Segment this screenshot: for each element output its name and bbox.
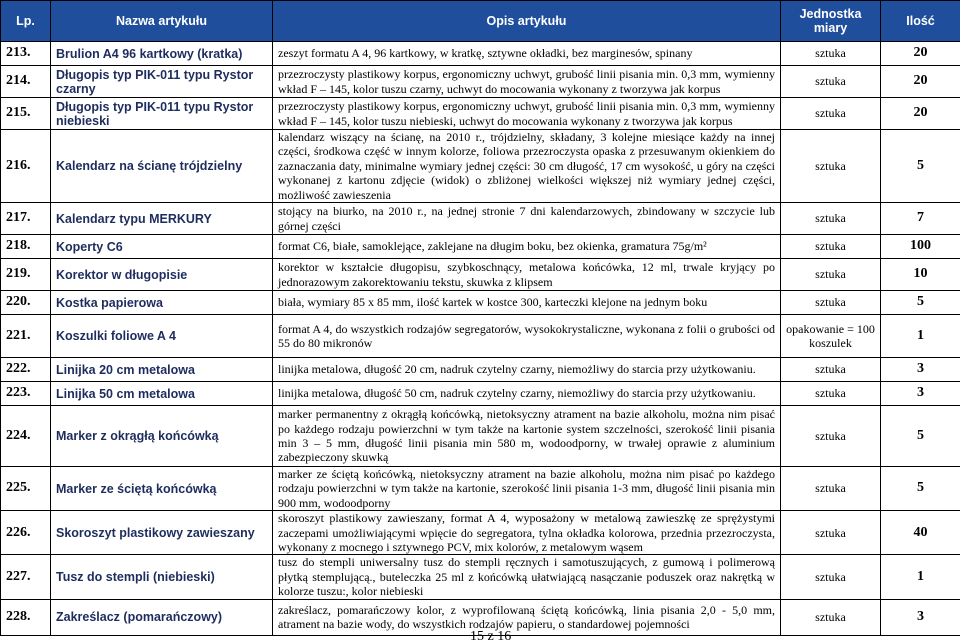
row-lp: 223. — [1, 382, 51, 406]
row-description: tusz do stempli uniwersalny tusz do stempli ręcznych i samotuszujących, z gumową i polimerową płytką stemplującą., buteleczka 25 ml z końcówką ułatwiającą nasączanie poduszek oraz nakrętką w kolorze tuszu:, kolor niebieski — [273, 555, 781, 599]
row-name: Kalendarz typu MERKURY — [51, 203, 273, 235]
row-quantity: 3 — [881, 382, 960, 406]
table-row — [1, 555, 960, 599]
row-lp: 219. — [1, 259, 51, 291]
row-quantity: 7 — [881, 203, 960, 235]
row-unit: sztuka — [781, 203, 881, 235]
table-row — [1, 235, 960, 259]
row-name: Marker z okrągłą końcówką — [51, 406, 273, 467]
row-quantity: 3 — [881, 599, 960, 635]
row-unit: sztuka — [781, 291, 881, 315]
table-row — [1, 382, 960, 406]
row-unit: sztuka — [781, 555, 881, 599]
row-unit: sztuka — [781, 599, 881, 635]
row-unit: sztuka — [781, 382, 881, 406]
row-unit: sztuka — [781, 467, 881, 511]
row-name: Marker ze ściętą końcówką — [51, 467, 273, 511]
row-quantity: 1 — [881, 315, 960, 358]
row-unit: sztuka — [781, 98, 881, 130]
row-lp: 214. — [1, 66, 51, 98]
row-name: Kalendarz na ścianę trójdzielny — [51, 130, 273, 203]
row-description: format A 4, do wszystkich rodzajów segregatorów, wysokokrystaliczne, wykonana z folii o grubości od 55 do 80 mikronów — [273, 315, 781, 358]
row-lp: 215. — [1, 98, 51, 130]
page-number: 15 z 16 — [470, 629, 512, 644]
table-row — [1, 203, 960, 235]
row-quantity: 3 — [881, 358, 960, 382]
row-lp: 220. — [1, 291, 51, 315]
row-lp: 218. — [1, 235, 51, 259]
row-unit: sztuka — [781, 358, 881, 382]
row-lp: 224. — [1, 406, 51, 467]
row-unit: sztuka — [781, 406, 881, 467]
row-name: Koszulki foliowe A 4 — [51, 315, 273, 358]
row-description: format C6, białe, samoklejące, zaklejane na długim boku, bez okienka, gramatura 75g/m² — [273, 235, 781, 259]
table-row — [1, 406, 960, 467]
row-name: Zakreślacz (pomarańczowy) — [51, 599, 273, 635]
header-lp: Lp. — [1, 1, 51, 42]
row-quantity: 5 — [881, 406, 960, 467]
row-description: przezroczysty plastikowy korpus, ergonomiczny uchwyt, grubość linii pisania min. 0,3 mm, wymienny wkład F – 145, kolor tuszu niebieski, uchwyt do mocowania wykonany z tworzywa jak korpus — [273, 98, 781, 130]
table-row — [1, 98, 960, 130]
row-quantity: 1 — [881, 555, 960, 599]
row-lp: 222. — [1, 358, 51, 382]
row-description: kalendarz wiszący na ścianę, na 2010 r., trójdzielny, składany, 3 kolejne miesiące każdy na innej części, środkowa część w innym kolorze, foliowa przezroczysta opaska z przesuwanym okienkiem do zaznaczania daty, minimalne wymiary jednej części: 30 cm długość, 17 cm wysokość, u góry na części wykonanej z kartonu zdjęcie (widok) o zbliżonej wielkości większej niż wymiary jednej części, możliwość zawieszenia — [273, 130, 781, 203]
table-row — [1, 291, 960, 315]
row-name: Tusz do stempli (niebieski) — [51, 555, 273, 599]
row-description: marker ze ściętą końcówką, nietoksyczny atrament na bazie alkoholu, można nim pisać po każdego rodzaju powierzchni w tym także na kartonie, szerokość linii pisania 1-3 mm, długość linii pisania min 900 mm, wodoodporny — [273, 467, 781, 511]
table-row — [1, 42, 960, 66]
row-description: korektor w kształcie długopisu, szybkoschnący, metalowa końcówka, 12 ml, trwale kryjący po jednorazowym zakorektowaniu tekstu, skuwka z klipsem — [273, 259, 781, 291]
table-row — [1, 315, 960, 358]
row-lp: 221. — [1, 315, 51, 358]
row-quantity: 5 — [881, 130, 960, 203]
row-name: Skoroszyt plastikowy zawieszany — [51, 511, 273, 555]
row-lp: 226. — [1, 511, 51, 555]
row-description: marker permanentny z okrągłą końcówką, nietoksyczny atrament na bazie alkoholu, można nim pisać po każdego rodzaju powierzchni w tym także na kartonie system szczelności, szerokość linii pisania min 3 – 5 mm, długość linii pisania min 580 m, wodoodporny, w trwałej oprawie z aluminium zabezpieczony skuwką — [273, 406, 781, 467]
row-unit: sztuka — [781, 42, 881, 66]
row-description: zeszyt formatu A 4, 96 kartkowy, w kratkę, sztywne okładki, bez marginesów, spinany — [273, 42, 781, 66]
header-description: Opis artykułu — [273, 1, 781, 42]
row-quantity: 5 — [881, 467, 960, 511]
row-name: Kostka papierowa — [51, 291, 273, 315]
row-lp: 213. — [1, 42, 51, 66]
row-quantity: 40 — [881, 511, 960, 555]
row-unit: sztuka — [781, 130, 881, 203]
row-description: linijka metalowa, długość 20 cm, nadruk czytelny czarny, niemożliwy do starcia przy użytkowaniu. — [273, 358, 781, 382]
row-unit: sztuka — [781, 66, 881, 98]
table-row — [1, 130, 960, 203]
row-quantity: 100 — [881, 235, 960, 259]
row-unit: sztuka — [781, 235, 881, 259]
row-lp: 217. — [1, 203, 51, 235]
table-row — [1, 358, 960, 382]
row-description: przezroczysty plastikowy korpus, ergonomiczny uchwyt, grubość linii pisania min. 0,3 mm, wymienny wkład F – 145, kolor tuszu czarny, uchwyt do mocowania wykonany z tworzywa jak korpus — [273, 66, 781, 98]
table-header-row — [1, 1, 960, 42]
table-row — [1, 467, 960, 511]
row-unit: opakowanie = 100 koszulek — [781, 315, 881, 358]
row-unit: sztuka — [781, 259, 881, 291]
table-row — [1, 511, 960, 555]
row-name: Długopis typ PIK-011 typu Rystor niebieski — [51, 98, 273, 130]
row-quantity: 5 — [881, 291, 960, 315]
row-name: Linijka 50 cm metalowa — [51, 382, 273, 406]
row-quantity: 10 — [881, 259, 960, 291]
table-row — [1, 259, 960, 291]
header-quantity: Ilość — [881, 1, 960, 42]
row-description: skoroszyt plastikowy zawieszany, format A 4, wyposażony w metalową zawieszkę ze sprężystymi zaczepami umożliwiającymi wpięcie do segregatora, tylna okładka kolorowa, przednia przezroczysta, wykonany z mocnego i sztywnego PCV, mix kolorów, z metalowym wąsem — [273, 511, 781, 555]
row-name: Długopis typ PIK-011 typu Rystor czarny — [51, 66, 273, 98]
row-name: Brulion A4 96 kartkowy (kratka) — [51, 42, 273, 66]
row-lp: 228. — [1, 599, 51, 635]
row-lp: 225. — [1, 467, 51, 511]
row-quantity: 20 — [881, 66, 960, 98]
row-description: stojący na biurko, na 2010 r., na jednej stronie 7 dni kalendarzowych, zbindowany w szczycie lub górnej części — [273, 203, 781, 235]
row-quantity: 20 — [881, 42, 960, 66]
row-unit: sztuka — [781, 511, 881, 555]
row-description: linijka metalowa, długość 50 cm, nadruk czytelny czarny, niemożliwy do starcia przy użytkowaniu. — [273, 382, 781, 406]
row-lp: 227. — [1, 555, 51, 599]
row-lp: 216. — [1, 130, 51, 203]
row-name: Linijka 20 cm metalowa — [51, 358, 273, 382]
row-name: Koperty C6 — [51, 235, 273, 259]
table-row — [1, 66, 960, 98]
row-name: Korektor w długopisie — [51, 259, 273, 291]
header-name: Nazwa artykułu — [51, 1, 273, 42]
header-unit: Jednostka miary — [781, 1, 881, 42]
row-description: biała, wymiary 85 x 85 mm, ilość kartek w kostce 300, karteczki klejone na jednym boku — [273, 291, 781, 315]
row-quantity: 20 — [881, 98, 960, 130]
row-description: zakreślacz, pomarańczowy kolor, z wyprofilowaną ściętą końcówką, linia pisania 2,0 - 5,0 mm, atrament na bazie wody, do wszystkich rodzajów papieru, o standardowej pojemności — [273, 599, 781, 635]
